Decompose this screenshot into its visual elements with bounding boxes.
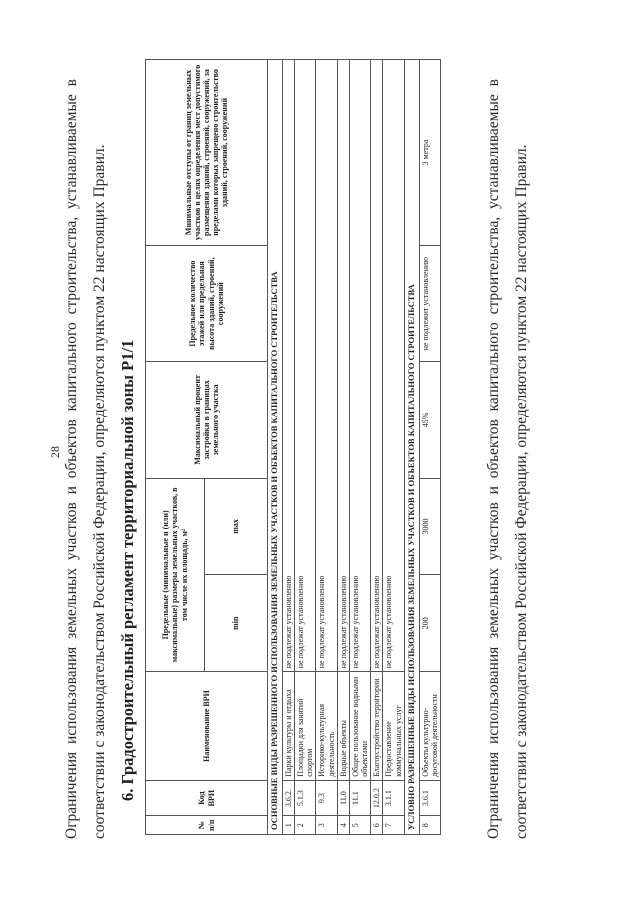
paragraph-word: устанавливаемые bbox=[485, 94, 502, 209]
paragraph-word: участков bbox=[485, 502, 502, 561]
row-max-area: 3000 bbox=[419, 478, 440, 575]
paragraph-word: земельных bbox=[485, 567, 502, 639]
row-name: Объекты культурно-досуговой деятельности bbox=[419, 672, 440, 781]
row-code: 12.0.2 bbox=[371, 780, 383, 816]
table-row bbox=[419, 60, 440, 835]
row-name: Площадки для занятий спортом bbox=[294, 672, 315, 781]
paragraph-word: и bbox=[63, 486, 80, 495]
header-number: № п/п bbox=[146, 816, 268, 835]
row-name: Парки культуры и отдыха bbox=[282, 672, 294, 781]
paragraph-word: и bbox=[485, 486, 502, 495]
paragraph-word: участков bbox=[63, 502, 80, 561]
row-value: не подлежат установлению bbox=[337, 60, 349, 672]
table-row bbox=[337, 60, 349, 835]
row-number: 5 bbox=[349, 816, 370, 835]
paragraph-line: соответствии с законодательством Российской Федерации, определяются пунктом 22 настоящих Правил. bbox=[91, 144, 108, 839]
row-number: 3 bbox=[316, 816, 337, 835]
row-number: 1 bbox=[282, 816, 294, 835]
paragraph-word: Ограничения bbox=[485, 751, 502, 839]
row-build-percent: 45% bbox=[419, 362, 440, 478]
paragraph-word: земельных bbox=[63, 567, 80, 639]
row-value: не подлежат установлению bbox=[316, 60, 337, 672]
row-code: 11.1 bbox=[349, 780, 370, 816]
row-value: не подлежат установлению bbox=[371, 60, 383, 672]
row-code: 3.1.1 bbox=[383, 780, 404, 816]
row-code: 11.0 bbox=[337, 780, 349, 816]
row-code: 3.6.1 bbox=[419, 780, 440, 816]
paragraph-word: в bbox=[63, 79, 80, 87]
row-value: не подлежат установлению bbox=[383, 60, 404, 672]
table-row bbox=[294, 60, 315, 835]
row-setback: 3 метра bbox=[419, 60, 440, 246]
paragraph-word: Ограничения bbox=[63, 751, 80, 839]
paragraph-word: капитального bbox=[485, 322, 502, 412]
header-code: Код ВРИ bbox=[146, 780, 268, 816]
row-name: Общее пользование водными объектами bbox=[349, 672, 370, 781]
table-row bbox=[316, 60, 337, 835]
section-main-uses: ОСНОВНЫЕ ВИДЫ РАЗРЕШЕННОГО ИСПОЛЬЗОВАНИЯ ЗЕМЕЛЬНЫХ УЧАСТКОВ И ОБЪЕКТОВ КАПИТАЛЬНОГО СТРОИТЕЛЬСТВА bbox=[268, 60, 283, 835]
paragraph-word: устанавливаемые bbox=[63, 94, 80, 209]
row-number: 7 bbox=[383, 816, 404, 835]
paragraph-word: строительства, bbox=[63, 216, 80, 315]
restrictions-paragraph-top bbox=[58, 79, 114, 839]
paragraph-word: использования bbox=[63, 646, 80, 745]
page-number: 28 bbox=[48, 446, 62, 458]
row-floors: не подлежит установлению bbox=[419, 246, 440, 362]
table-row bbox=[371, 60, 383, 835]
table-row bbox=[349, 60, 370, 835]
paragraph-word: объектов bbox=[63, 419, 80, 479]
header-max: max bbox=[205, 478, 268, 575]
header-setbacks: Минимальные отступы от границ земельных участков в целях определения мест допустимого размещения зданий, строений, сооружений, за пределами которых запрещено строительство зданий, строений, сооружений bbox=[146, 60, 268, 246]
row-name: Благоустройство территории bbox=[371, 672, 383, 781]
paragraph-word: капитального bbox=[63, 322, 80, 412]
row-code: 3.6.2. bbox=[282, 780, 294, 816]
table-row bbox=[282, 60, 294, 835]
row-number: 4 bbox=[337, 816, 349, 835]
regulation-table bbox=[145, 59, 441, 835]
row-code: 9.3 bbox=[316, 780, 337, 816]
header-min: min bbox=[205, 575, 268, 672]
table-row bbox=[383, 60, 404, 835]
restrictions-paragraph-bottom bbox=[480, 79, 536, 839]
header-name: Наименование ВРИ bbox=[146, 672, 268, 781]
paragraph-word: объектов bbox=[485, 419, 502, 479]
row-value: не подлежат установлению bbox=[294, 60, 315, 672]
paragraph-word: использования bbox=[485, 646, 502, 745]
row-value: не подлежат установлению bbox=[349, 60, 370, 672]
paragraph-line: соответствии с законодательством Российской Федерации, определяются пунктом 22 настоящих Правил. bbox=[513, 144, 530, 839]
row-number: 2 bbox=[294, 816, 315, 835]
paragraph-word: в bbox=[485, 79, 502, 87]
row-number: 8 bbox=[419, 816, 440, 835]
row-code: 5.1.3 bbox=[294, 780, 315, 816]
header-plot-size: Предельные (минимальные и (или) максимальные) размеры земельных участков, в том числе их площадь, м² bbox=[146, 478, 205, 672]
header-build-percent: Максимальный процент застройки в границах земельного участка bbox=[146, 362, 268, 478]
section-conditional-uses: УСЛОВНО РАЗРЕШЕННЫЕ ВИДЫ ИСПОЛЬЗОВАНИЯ ЗЕМЕЛЬНЫХ УЧАСТКОВ И ОБЪЕКТОВ КАПИТАЛЬНОГО СТРОИТЕЛЬСТВА bbox=[404, 60, 419, 835]
header-floors: Предельное количество этажей или предельная высота зданий, строений, сооружений bbox=[146, 246, 268, 362]
row-value: не подлежат установлению bbox=[282, 60, 294, 672]
row-min-area: 200 bbox=[419, 575, 440, 672]
row-name: Историко-культурная деятельность bbox=[316, 672, 337, 781]
section-title: 6. Градостроительный регламент территориальной зоны Р1/1 bbox=[118, 339, 137, 801]
paragraph-word: строительства, bbox=[485, 216, 502, 315]
row-number: 6 bbox=[371, 816, 383, 835]
row-name: Предоставление коммунальных услуг bbox=[383, 672, 404, 781]
row-name: Водные объекты bbox=[337, 672, 349, 781]
